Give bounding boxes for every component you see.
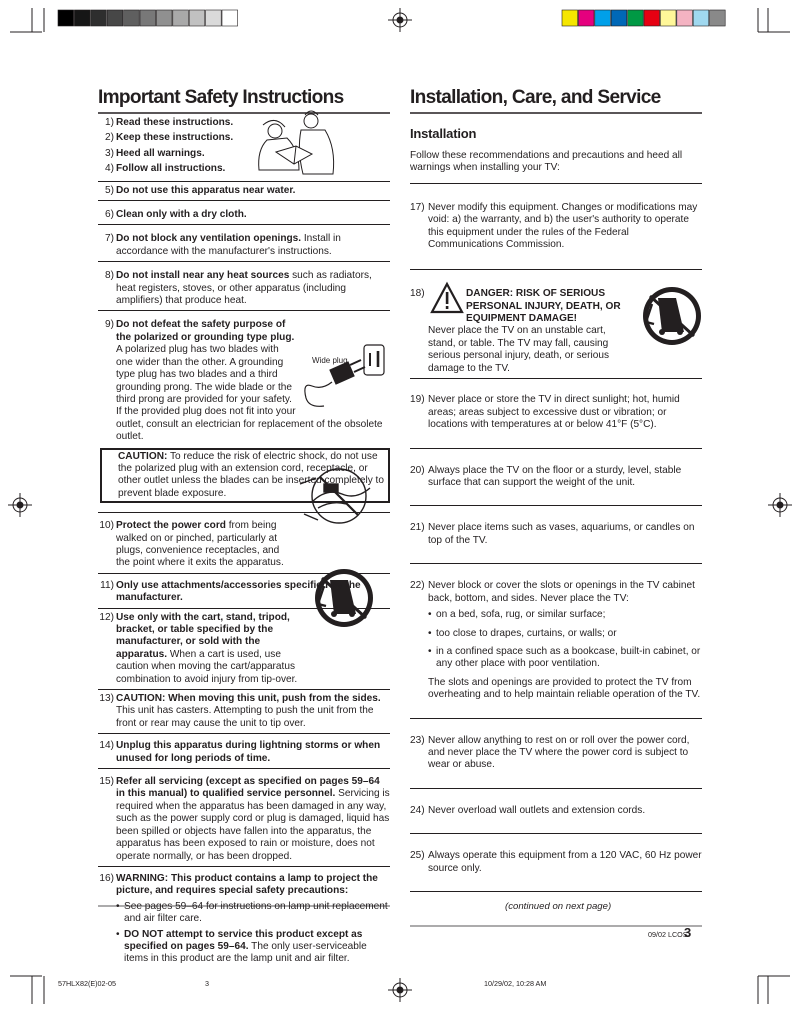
item-number: 9) (105, 319, 114, 331)
instruction-10 (98, 513, 390, 574)
color-swatch (660, 10, 676, 26)
instruction-8 (98, 262, 390, 311)
bullet-text: on a bed, sofa, rug, or similar surface; (436, 609, 606, 621)
instruction-text: Keep these instructions. (116, 132, 234, 144)
divider (410, 448, 702, 449)
bullet-text: See pages 59–64 for instructions on lamp unit replacement and air filter care. (124, 900, 388, 925)
gray-swatch (156, 10, 172, 26)
color-swatch (628, 10, 644, 26)
bullet-bed-sofa (428, 609, 702, 621)
installation-18 (410, 288, 702, 374)
revision-code: 09/02 LCOS (648, 930, 688, 939)
instruction-bold-text: Unplug this apparatus during lightning storms or when unused for long periods of time. (116, 740, 381, 764)
instruction-11 (98, 574, 390, 609)
color-swatch (710, 10, 726, 26)
item-number: 21) (410, 522, 425, 534)
item-text: Never allow anything to rest on or roll over the power cord, and never place the TV where the power cord is subject to wear or abuse. (428, 734, 690, 771)
color-swatch (644, 10, 660, 26)
installation-25 (410, 850, 702, 875)
item-number: 19) (410, 394, 425, 406)
item-number: 6) (105, 209, 114, 221)
footer-page: 3 (205, 979, 209, 988)
caution-text: To reduce the risk of electric shock, do not use the polarized plug with an extension cord, receptacle, or other outlet unless the blades can be inserted completely to prevent blade exposure. (118, 450, 384, 499)
continued-note: (continued on next page) (505, 901, 612, 912)
item-number: 5) (105, 184, 114, 196)
registration-target-bottom (388, 978, 412, 1002)
divider (410, 891, 702, 892)
instruction-14 (98, 734, 390, 769)
bullet-text: in a confined space such as a bookcase, built-in cabinet, or any other place with poor ventilation. (436, 645, 701, 670)
installation-24 (410, 805, 702, 817)
instruction-text: When a cart is used, use caution when moving the cart/apparatus combination to avoid injury from tip-over. (116, 648, 298, 685)
registration-target-top (388, 8, 412, 32)
gray-swatch (124, 10, 140, 26)
instruction-7 (98, 225, 390, 262)
instruction-text: Heed all warnings. (116, 147, 205, 159)
instruction-15 (98, 769, 390, 867)
instruction-text: Read these instructions. (116, 117, 234, 128)
registration-target-left (8, 493, 32, 517)
item-number: 15) (99, 776, 114, 788)
danger-text-block (410, 288, 622, 325)
instruction-text: A polarized plug has two blades with one wider than the other. A grounding type plug has two blades and a third grounding prong. The wide blade or the third prong are provided for your safety. If the provided plug does not fit into your outlet, consult an electrician for replacement of the obsolete outlet. (116, 344, 383, 443)
bullet-text: too close to drapes, curtains, or walls; or (436, 627, 617, 639)
installation-17 (410, 202, 702, 252)
item-number: 22) (410, 580, 425, 592)
item-number: 14) (99, 740, 114, 752)
instruction-5 (98, 182, 390, 201)
danger-heading: DANGER: RISK OF SERIOUS PERSONAL INJURY, DEATH, OR EQUIPMENT DAMAGE! (466, 288, 621, 325)
instruction-16 (98, 867, 390, 969)
item-number: 11) (100, 579, 114, 591)
instruction-text: Clean only with a dry cloth. (116, 209, 247, 221)
instruction-text: from being walked on or pinched, particularly at plugs, convenience receptacles, and the point where it exits the apparatus. (116, 520, 284, 569)
divider (410, 788, 702, 789)
bullet-lamp-replacement (116, 901, 390, 926)
item-number: 4) (105, 163, 114, 175)
item-number: 1) (105, 117, 114, 128)
instruction-9 (98, 311, 390, 508)
right-page-title: Installation, Care, and Service (410, 86, 661, 108)
color-swatch (693, 10, 709, 26)
installation-heading: Installation (410, 126, 477, 141)
safety-instructions-list (98, 114, 390, 969)
item-text: Always place the TV on the floor or a sturdy, level, stable surface that can support the weight of the unit. (428, 464, 682, 489)
installation-19 (410, 394, 702, 431)
gray-swatch (107, 10, 123, 26)
gray-swatch (91, 10, 107, 26)
instruction-bold-text: Use only with the cart, stand, tripod, bracket, or table specified by the manufacturer, or sold with the apparatus. (116, 611, 290, 660)
instruction-bold-text: Only use attachments/accessories specified by the manufacturer. (116, 579, 361, 604)
instruction-text: such as radiators, heat registers, stoves, or other apparatus (including amplifiers) that produce heat. (116, 270, 372, 307)
color-swatch (562, 10, 578, 26)
gray-swatch (58, 10, 74, 26)
item-text: Never place items such as vases, aquariums, or candles on top of the TV. (428, 522, 695, 546)
instruction-2 (98, 132, 248, 144)
color-swatch (595, 10, 611, 26)
divider (410, 563, 702, 564)
instruction-bold-text: Do not defeat the safety purpose of the polarized or grounding type plug. (116, 319, 295, 343)
gray-swatch (74, 10, 90, 26)
instruction-bold-text: Do not install near any heat sources (116, 270, 290, 282)
gray-swatch (206, 10, 222, 26)
item-number: 13) (99, 693, 114, 705)
item-number: 3) (105, 147, 114, 159)
item-text: Never overload wall outlets and extension cords. (428, 804, 646, 816)
gray-swatch (222, 10, 238, 26)
instruction-text: Do not use this apparatus near water. (116, 184, 296, 196)
gray-swatch (189, 10, 205, 26)
bullet-bold-text: DO NOT attempt to service this product except as specified on pages 59–64. (124, 928, 363, 952)
wide-plug-label: Wide plug (312, 356, 348, 366)
item-number: 12) (99, 611, 114, 623)
item-number: 7) (105, 233, 114, 245)
registration-target-right (768, 493, 792, 517)
gray-calibration-bar (58, 10, 238, 26)
left-page-title: Important Safety Instructions (98, 86, 344, 108)
divider (410, 718, 702, 719)
item-number: 25) (410, 850, 425, 862)
instruction-1 (98, 117, 248, 129)
divider (410, 505, 702, 506)
danger-text: Never place the TV on an unstable cart, stand, or table. The TV may fall, causing serious personal injury, death, or serious damage to the TV. (428, 325, 610, 374)
instruction-bold-text: Protect the power cord (116, 520, 226, 532)
divider (410, 183, 702, 184)
color-swatch (578, 10, 594, 26)
installation-20 (410, 465, 702, 490)
divider (410, 833, 702, 834)
instruction-text: Install in accordance with the manufacturer's instructions. (116, 233, 341, 257)
item-number: 20) (410, 464, 425, 476)
slots-paragraph: The slots and openings are provided to protect the TV from overheating and to help maintain reliable operation of the TV. (428, 676, 701, 701)
item-number: 17) (410, 201, 425, 213)
plug-figure (298, 355, 390, 407)
item-number: 16) (99, 872, 114, 884)
item-text: Always operate this equipment from a 120 VAC, 60 Hz power source only. (428, 850, 702, 874)
divider (410, 269, 702, 270)
installation-23 (410, 735, 702, 772)
item-number: 10) (99, 520, 114, 532)
instruction-text: This unit has casters. Attempting to push the unit from the front or rear may cause the unit to tip over. (116, 705, 374, 729)
instruction-bold-text: WARNING: This product contains a lamp to project the picture, and requires special safety precautions: (116, 872, 378, 897)
color-calibration-bar (562, 10, 725, 26)
footer-filename: 57HLX82(E)02-05 (58, 979, 116, 988)
instruction-bold-text: CAUTION: When moving this unit, push from the sides. (116, 693, 381, 705)
instruction-9-body (116, 319, 390, 443)
bullet-drapes (428, 628, 702, 640)
item-number: 8) (105, 270, 114, 282)
color-swatch (611, 10, 627, 26)
installation-intro: Follow these recommendations and precautions and heed all warnings when installing your TV: (410, 150, 683, 174)
item-number: 24) (410, 804, 425, 816)
color-swatch (677, 10, 693, 26)
bullet-confined-space (428, 646, 702, 671)
page-number: 3 (684, 925, 692, 940)
gray-swatch (140, 10, 156, 26)
item-number: 23) (410, 734, 425, 746)
item-text: Never modify this equipment. Changes or modifications may void: a) the warranty, and b) the user's authority to operate this equipment under the rules of the Federal Communications Commission. (428, 201, 698, 251)
installation-21 (410, 522, 702, 547)
instruction-bold-text: Do not block any ventilation openings. (116, 233, 302, 245)
instruction-13 (98, 690, 390, 734)
instruction-3 (98, 148, 248, 160)
instruction-12 (98, 609, 390, 690)
bullet-text: The only user-serviceable items in this product are the lamp unit and air filter. (124, 940, 367, 965)
instructions-1-4 (98, 114, 248, 176)
instruction-4 (98, 163, 248, 175)
installation-list (410, 150, 702, 892)
item-text: Never block or cover the slots or openings in the TV cabinet back, bottom, and sides. Never place the TV: (428, 580, 695, 604)
caution-label: CAUTION: (118, 450, 168, 462)
instruction-text: Servicing is required when the apparatus has been damaged in any way, such as the power supply cord or plug is damaged, liquid has been spilled or objects have fallen into the apparatus, the apparatus has been exposed to rain or moisture, does not operate normally, or has been dropped. (116, 788, 390, 862)
item-text: Never place or store the TV in direct sunlight; hot, humid areas; areas subject to excessive dust or vibration; or locations with temperatures at or below 41°F (5°C). (428, 394, 680, 431)
bullet-do-not-service (116, 929, 390, 966)
divider (410, 378, 702, 379)
instruction-6 (98, 201, 390, 225)
gray-swatch (173, 10, 189, 26)
installation-22 (410, 580, 702, 701)
caution-box (100, 448, 390, 504)
footer-timestamp: 10/29/02, 10:28 AM (484, 979, 547, 988)
instruction-text: Follow all instructions. (116, 163, 226, 175)
instruction-bold-text: Refer all servicing (except as specified on pages 59–64 in this manual) to qualified service personnel. (116, 776, 380, 800)
item-number: 18) (410, 288, 425, 300)
item-number: 2) (105, 132, 114, 144)
